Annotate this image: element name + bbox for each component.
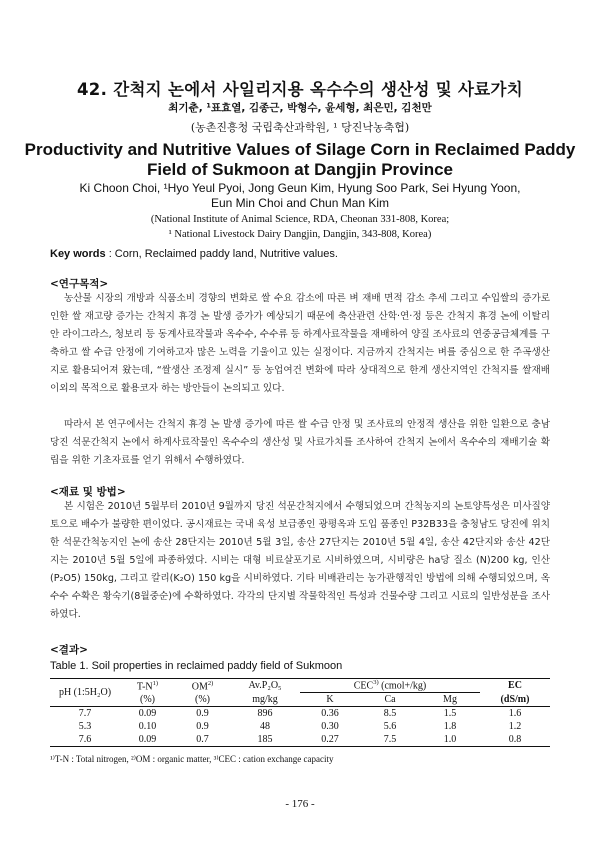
english-affiliation-line-2: ¹ National Livestock Dairy Dangjin, Dangjin, 343-808, Korea)	[168, 229, 432, 240]
keywords-text: : Corn, Reclaimed paddy land, Nutritive values.	[105, 248, 338, 260]
english-affiliation-line-1: (National Institute of Animal Science, RDA, Cheonan 331-808, Korea;	[150, 214, 450, 225]
english-title	[0, 140, 600, 180]
methods-paragraph: 본 시험은 2010년 5월부터 2010년 9월까지 당진 석문간척지에서 수행되었으며 간척농지의 논토양특성은 미사질양토으로 배수가 불량한 편이었다. 공시재료는 국내 육성 보급종인 광평옥과 도입 품종인 P32B33을 충청남도 당진에 위치한 석문간척농지인 논에 송산 28단지는 2010년 5월 3일, 송산 27단지는 2010년 5월 4일, 송산 42단지와 송산 42단지는 2010년 5월 5일에 파종하였다. 시비는 대형 비료살포기로 시비하였으며, 시비량은 ha당 질소 (N)200 kg, 인산 (P₂O5) 150kg, 그리고 칼리(K₂O) 150 kg을 시비하였다. 기타 비배관리는 농가관행적인 방법에 의해 수행되었으며, 옥수수 수확은 황숙기(8월중순)에 수확하였다. 각각의 단지별 작물학적인 특성과 건물수량 그리고 시료의 일반성분을 조사하였다.	[50, 501, 550, 620]
methods-heading: <재료 및 방법>	[50, 486, 126, 498]
sub-ca: Ca	[384, 694, 396, 705]
keywords-label: Key words	[50, 248, 106, 260]
header-om: OM$^{2)}$	[175, 679, 230, 693]
unit-om: (%)	[195, 693, 210, 705]
english-title-line-2: Field of Sukmoon at Dangjin Province	[146, 160, 454, 179]
english-authors	[0, 181, 600, 211]
english-authors-line-1: Ki Choon Choi, ¹Hyo Yeul Pyoi, Jong Geun Kim, Hyung Soo Park, Sei Hyung Yoon,	[79, 181, 521, 195]
page-number: - 176 -	[285, 798, 315, 810]
results-heading: <결과>	[50, 644, 88, 656]
header-ec: EC	[480, 679, 550, 693]
korean-authors: 최기춘, ¹표효열, 김종근, 박형수, 윤세형, 최은민, 김천만	[168, 102, 432, 114]
table-row: 7.6 0.09 0.7 185 0.27 7.5 1.0 0.8	[50, 733, 550, 747]
header-ph: pH (1:5H₂O)	[50, 679, 120, 707]
unit-tn: (%)	[140, 693, 155, 705]
purpose-heading: <연구목적>	[50, 278, 109, 290]
header-cec: CEC$^{3)}$ (cmol+/kg)	[300, 679, 480, 693]
header-av-p2o5: Av.P₂O₅	[230, 679, 300, 693]
english-affiliation	[0, 212, 600, 242]
unit-ec: (dS/m)	[500, 693, 530, 705]
table-row: 5.3 0.10 0.9 48 0.30 5.6 1.8 1.2	[78, 721, 522, 732]
sub-mg: Mg	[443, 694, 457, 705]
unit-av: mg/kg	[252, 693, 278, 705]
soil-properties-table	[50, 678, 550, 747]
table-row: 7.7 0.09 0.9 896 0.36 8.5 1.5 1.6	[50, 707, 550, 721]
english-authors-line-2: Eun Min Choi and Chun Man Kim	[210, 196, 390, 210]
table-footnote: ¹⁾T-N : Total nitrogen, ²⁾OM : organic matter, ³⁾CEC : cation exchange capacity	[50, 754, 334, 764]
header-tn: $T-N^{1)}$	[120, 679, 175, 693]
purpose-paragraph-2: 따라서 본 연구에서는 간척지 휴경 논 발생 증가에 따른 쌀 수급 안정 및 조사료의 안정적 생산을 위한 일환으로 충남 당진 석문간척지 논에서 하계사료작물인 옥수수의 생산성 및 사료가치를 조사하여 간척지 논에서 옥수수의 재배기술 확립을 위한 기초자료를 얻기 위해서 수행하였다.	[50, 419, 550, 466]
korean-title: 42. 간척지 논에서 사일리지용 옥수수의 생산성 및 사료가치	[77, 80, 523, 99]
english-title-line-1: Productivity and Nutritive Values of Silage Corn in Reclaimed Paddy	[24, 140, 576, 159]
sub-k: K	[326, 694, 334, 705]
purpose-paragraph-1: 농산물 시장의 개방과 식품소비 경향의 변화로 쌀 수요 감소에 따른 벼 재배 면적 감소 추세 그리고 수입쌀의 증가로 인한 쌀 재고량 증가는 간척지 휴경 논 발생 증가가 예상되기 때문에 축산관련 산학·연·정 등은 간척지 휴경 논에 이탈리안 라이그라스, 청보리 등 동계사료작물과 옥수수, 수수류 등 하계사료작물을 재배하여 양질 조사료의 연중공급체계를 구축하고 쌀 수급 안정에 기여하고자 많은 노력을 기울이고 있는 실정이다. 지금까지 간척지는 벼를 중심으로 한 주곡생산지로 활용되어져 왔는데, “쌀생산 조정제 실시” 등 농업여건 변화에 따라 상대적으로 한계 생산지역인 간척지를 쌀재배 이외의 목적으로 활용코자 하는 방안들이 논의되고 있다.	[50, 293, 550, 394]
table-caption: Table 1. Soil properties in reclaimed paddy field of Sukmoon	[50, 660, 343, 672]
keywords	[50, 248, 338, 260]
korean-affiliation: (농촌진흥청 국립축산과학원, ¹ 당진낙농축협)	[190, 121, 410, 134]
